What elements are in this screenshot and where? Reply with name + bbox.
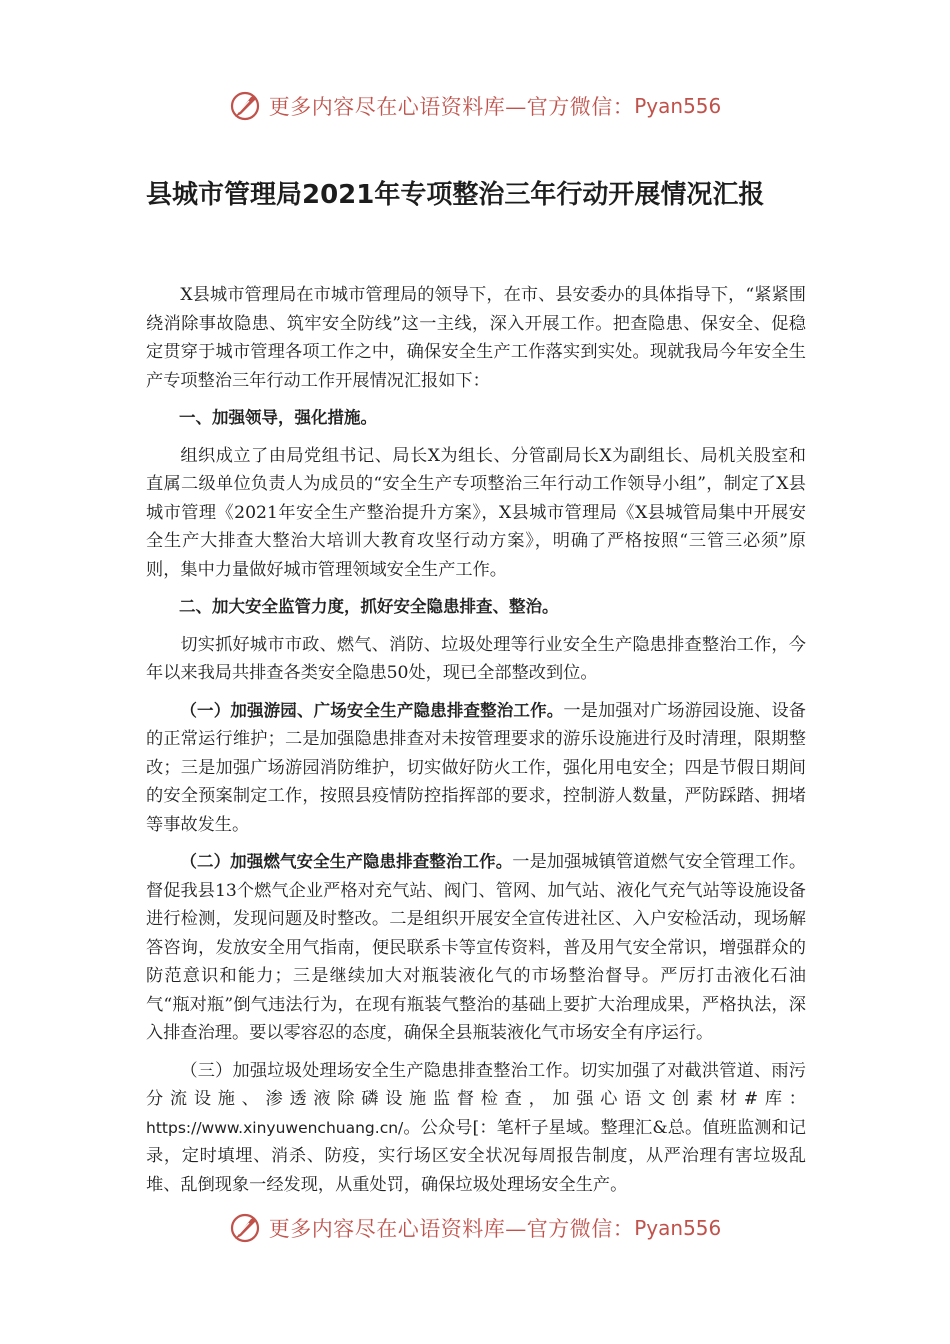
paragraph-gas bbox=[146, 848, 806, 1048]
paragraph-landfill bbox=[146, 1057, 806, 1200]
subheading-parks: （一）加强游园、广场安全生产隐患排查整治工作。 bbox=[180, 700, 564, 720]
landfill-url: https://www.xinyuwenchuang.cn/ bbox=[146, 1118, 404, 1137]
gas-body: 一是加强城镇管道燃气安全管理工作。督促我县13个燃气企业严格对充气站、阀门、管网、加气站、液化气充气站等设施设备进行检测，发现问题及时整改。二是组织开展安全宣传进社区、入户安检活动，现场解答咨询，发放安全用气指南，便民联系卡等宣传资料，普及用气安全常识，增强群众的防范意识和能力；三是继续加大对瓶装液化气的市场整治督导。严厉打击液化石油气“瓶对瓶”倒气违法行为，在现有瓶装气整治的基础上要扩大治理成果，严格执法，深入排查治理。要以零容忍的态度，确保全县瓶装液化气市场安全有序运行。 bbox=[146, 852, 807, 1043]
paragraph-leadership: 组织成立了由局党组书记、局长X为组长、分管副局长X为副组长、局机关股室和直属二级单位负责人为成员的“安全生产专项整治三年行动工作领导小组”，制定了X县城市管理《2021年安全生产整治提升方案》，X县城市管理局《X县城管局集中开展安全生产大排查大整治大培训大教育攻坚行动方案》，明确了严格按照“三管三必须”原则，集中力量做好城市管理领域安全生产工作。 bbox=[146, 445, 806, 580]
banner-text: 更多内容尽在心语资料库—官方微信： bbox=[268, 95, 635, 119]
banner-wechat-id: Pyan556 bbox=[634, 94, 722, 118]
banner-text: 更多内容尽在心语资料库—官方微信： bbox=[268, 1217, 635, 1241]
footer-watermark-banner bbox=[0, 1208, 950, 1248]
section-heading-1: 一、加强领导，强化措施。 bbox=[179, 408, 377, 427]
section-heading-2: 二、加大安全监管力度，抓好安全隐患排查、整治。 bbox=[179, 597, 559, 616]
document-title: 县城市管理局2021年专项整治三年行动开展情况汇报 bbox=[146, 180, 765, 210]
intro-paragraph: X县城市管理局在市城市管理局的领导下，在市、县安委办的具体指导下，“紧紧围绕消除事故隐患、筑牢安全防线”这一主线，深入开展工作。把查隐患、保安全、促稳定贯穿于城市管理各项工作之中，确保安全生产工作落实到实处。现就我局今年安全生产专项整治三年行动工作开展情况汇报如下： bbox=[146, 285, 806, 391]
subheading-gas: （二）加强燃气安全生产隐患排查整治工作。 bbox=[180, 852, 513, 871]
quill-pen-circle-icon bbox=[229, 90, 261, 122]
banner-wechat-id: Pyan556 bbox=[634, 1216, 722, 1240]
paragraph-supervision: 切实抓好城市市政、燃气、消防、垃圾处理等行业安全生产隐患排查整治工作，今年以来我局共排查各类安全隐患50处，现已全部整改到位。 bbox=[146, 634, 806, 683]
parks-body: 一是加强对广场游园设施、设备的正常运行维护；二是加强隐患排查对未按管理要求的游乐设施进行及时清理，限期整改；三是加强广场游园消防维护，切实做好防火工作，强化用电安全；四是节假日期间的安全预案制定工作，按照县疫情防控指挥部的要求，控制游人数量，严防踩踏、拥堵等事故发生。 bbox=[146, 700, 806, 835]
paragraph-parks bbox=[146, 697, 806, 840]
landfill-body-b: 。公众号[：笔杆子星域。整理汇&总。值班监测和记录，定时填埋、消杀、防疫，实行场区安全状况每周报告制度，从严治理有害垃圾乱堆、乱倒现象一经发现，从重处罚，确保垃圾处理场安全生产。 bbox=[146, 1117, 806, 1195]
document-body bbox=[146, 281, 806, 1208]
header-watermark-banner bbox=[0, 86, 950, 126]
quill-pen-circle-icon bbox=[229, 1212, 261, 1244]
landfill-body-a: （三）加强垃圾处理场安全生产隐患排查整治工作。切实加强了对截洪管道、雨污分流设施、渗透液除磷设施监督检查，加强心语文创素材#库： bbox=[146, 1060, 806, 1109]
